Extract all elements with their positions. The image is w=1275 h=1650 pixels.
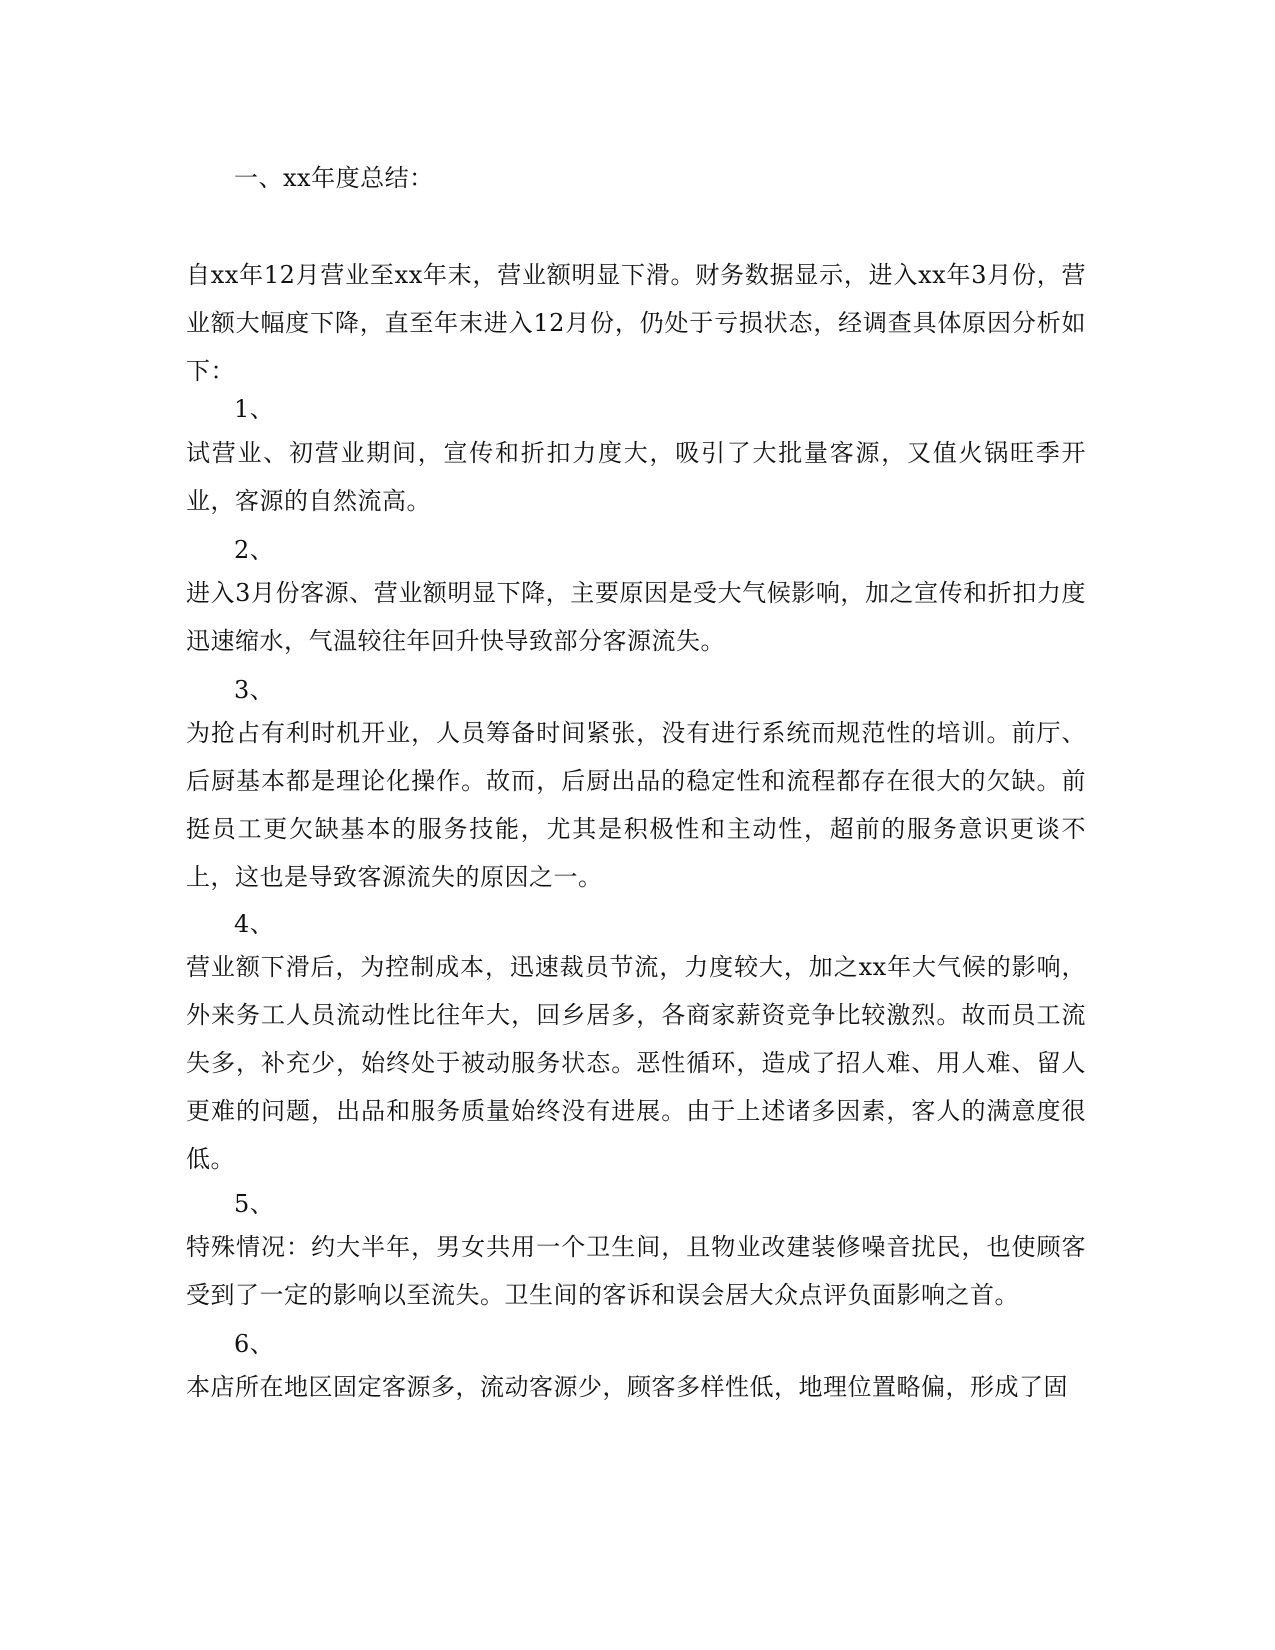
item-6-number: 6、 bbox=[234, 1330, 275, 1358]
item-5-number: 5、 bbox=[234, 1190, 275, 1218]
item-2-number: 2、 bbox=[234, 536, 275, 564]
item-4-number: 4、 bbox=[234, 910, 275, 938]
item-1-number: 1、 bbox=[234, 395, 275, 423]
item-5-text: 特殊情况：约大半年，男女共用一个卫生间，且物业改建装修噪音扰民，也使顾客受到了一定的影响以至流失。卫生间的客诉和误会居大众点评负面影响之首。 bbox=[186, 1233, 1086, 1309]
item-3-text: 为抢占有利时机开业，人员筹备时间紧张，没有进行系统而规范性的培训。前厅、后厨基本都是理论化操作。故而，后厨出品的稳定性和流程都存在很大的欠缺。前挺员工更欠缺基本的服务技能，尤其是积极性和主动性，超前的服务意识更谈不上，这也是导致客源流失的原因之一。 bbox=[186, 719, 1086, 891]
section-heading: 一、xx年度总结： bbox=[234, 164, 434, 192]
item-2-text: 进入3月份客源、营业额明显下降，主要原因是受大气候影响，加之宣传和折扣力度迅速缩水，气温较往年回升快导致部分客源流失。 bbox=[186, 579, 1086, 655]
item-4-text: 营业额下滑后，为控制成本，迅速裁员节流，力度较大，加之xx年大气候的影响，外来务工人员流动性比往年大，回乡居多，各商家薪资竞争比较激烈。故而员工流失多，补充少，始终处于被动服务状态。恶性循环，造成了招人难、用人难、留人更难的问题，出品和服务质量始终没有进展。由于上述诸多因素，客人的满意度很低。 bbox=[186, 953, 1086, 1173]
item-6-text: 本店所在地区固定客源多，流动客源少，顾客多样性低，地理位置略偏，形成了固 bbox=[186, 1373, 1068, 1401]
item-1-text: 试营业、初营业期间，宣传和折扣力度大，吸引了大批量客源，又值火锅旺季开业，客源的自然流高。 bbox=[186, 439, 1086, 515]
intro-paragraph: 自xx年12月营业至xx年末，营业额明显下滑。财务数据显示，进入xx年3月份，营业额大幅度下降，直至年末进入12月份，仍处于亏损状态，经调查具体原因分析如下： bbox=[186, 261, 1086, 385]
item-3-number: 3、 bbox=[234, 676, 275, 704]
